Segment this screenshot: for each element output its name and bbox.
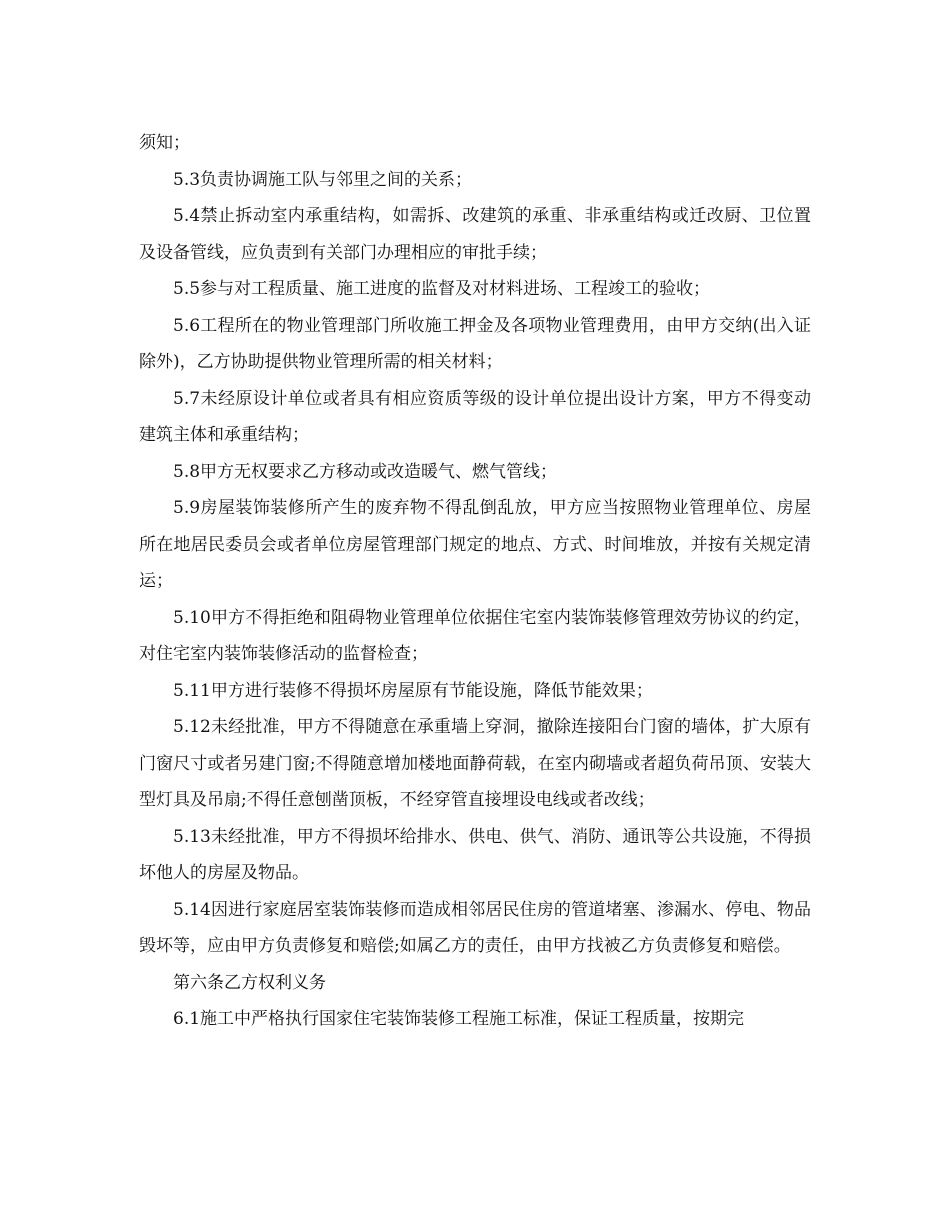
paragraph: 5.4禁止拆动室内承重结构，如需拆、改建筑的承重、非承重结构或迁改厨、卫位置及设备管线，应负责到有关部门办理相应的审批手续； — [139, 206, 811, 263]
document-body — [139, 125, 811, 1038]
section-heading: 第六条乙方权利义务 — [173, 972, 326, 993]
paragraph: 5.11甲方进行装修不得损坏房屋原有节能设施，降低节能效果； — [173, 680, 653, 701]
paragraph: 5.13未经批准，甲方不得损坏给排水、供电、供气、消防、通讯等公共设施，不得损坏他人的房屋及物品。 — [139, 826, 811, 883]
paragraph: 5.5参与对工程质量、施工进度的监督及对材料进场、工程竣工的验收； — [173, 279, 711, 299]
paragraph: 5.6工程所在的物业管理部门所收施工押金及各项物业管理费用，由甲方交纳(出入证除外)，乙方协助提供物业管理所需的相关材料； — [139, 315, 811, 372]
paragraph: 5.12未经批准，甲方不得随意在承重墙上穿洞，撤除连接阳台门窗的墙体，扩大原有门窗尺寸或者另建门窗;不得随意增加楼地面静荷载，在室内砌墙或者超负荷吊顶、安装大型灯具及吊扇;不得任意刨凿顶板，不经穿管直接埋设电线或者改线； — [139, 717, 811, 810]
paragraph: 5.9房屋装饰装修所产生的废弃物不得乱倒乱放，甲方应当按照物业管理单位、房屋所在地居民委员会或者单位房屋管理部门规定的地点、方式、时间堆放，并按有关规定清运； — [139, 498, 811, 591]
paragraph: 6.1施工中严格执行国家住宅装饰装修工程施工标准，保证工程质量，按期完 — [173, 1009, 745, 1029]
paragraph: 5.8甲方无权要求乙方移动或改造暖气、燃气管线； — [173, 461, 558, 482]
paragraph: 须知； — [139, 133, 190, 153]
paragraph: 5.3负责协调施工队与邻里之间的关系； — [173, 169, 473, 190]
paragraph: 5.7未经原设计单位或者具有相应资质等级的设计单位提出设计方案，甲方不得变动建筑主体和承重结构； — [139, 388, 811, 445]
paragraph: 5.14因进行家庭居室装饰装修而造成相邻居民住房的管道堵塞、渗漏水、停电、物品毁坏等，应由甲方负责修复和赔偿;如属乙方的责任，由甲方找被乙方负责修复和赔偿。 — [139, 899, 811, 956]
paragraph: 5.10甲方不得拒绝和阻碍物业管理单位依据住宅室内装饰装修管理效劳协议的约定，对住宅室内装饰装修活动的监督检查； — [139, 607, 811, 664]
